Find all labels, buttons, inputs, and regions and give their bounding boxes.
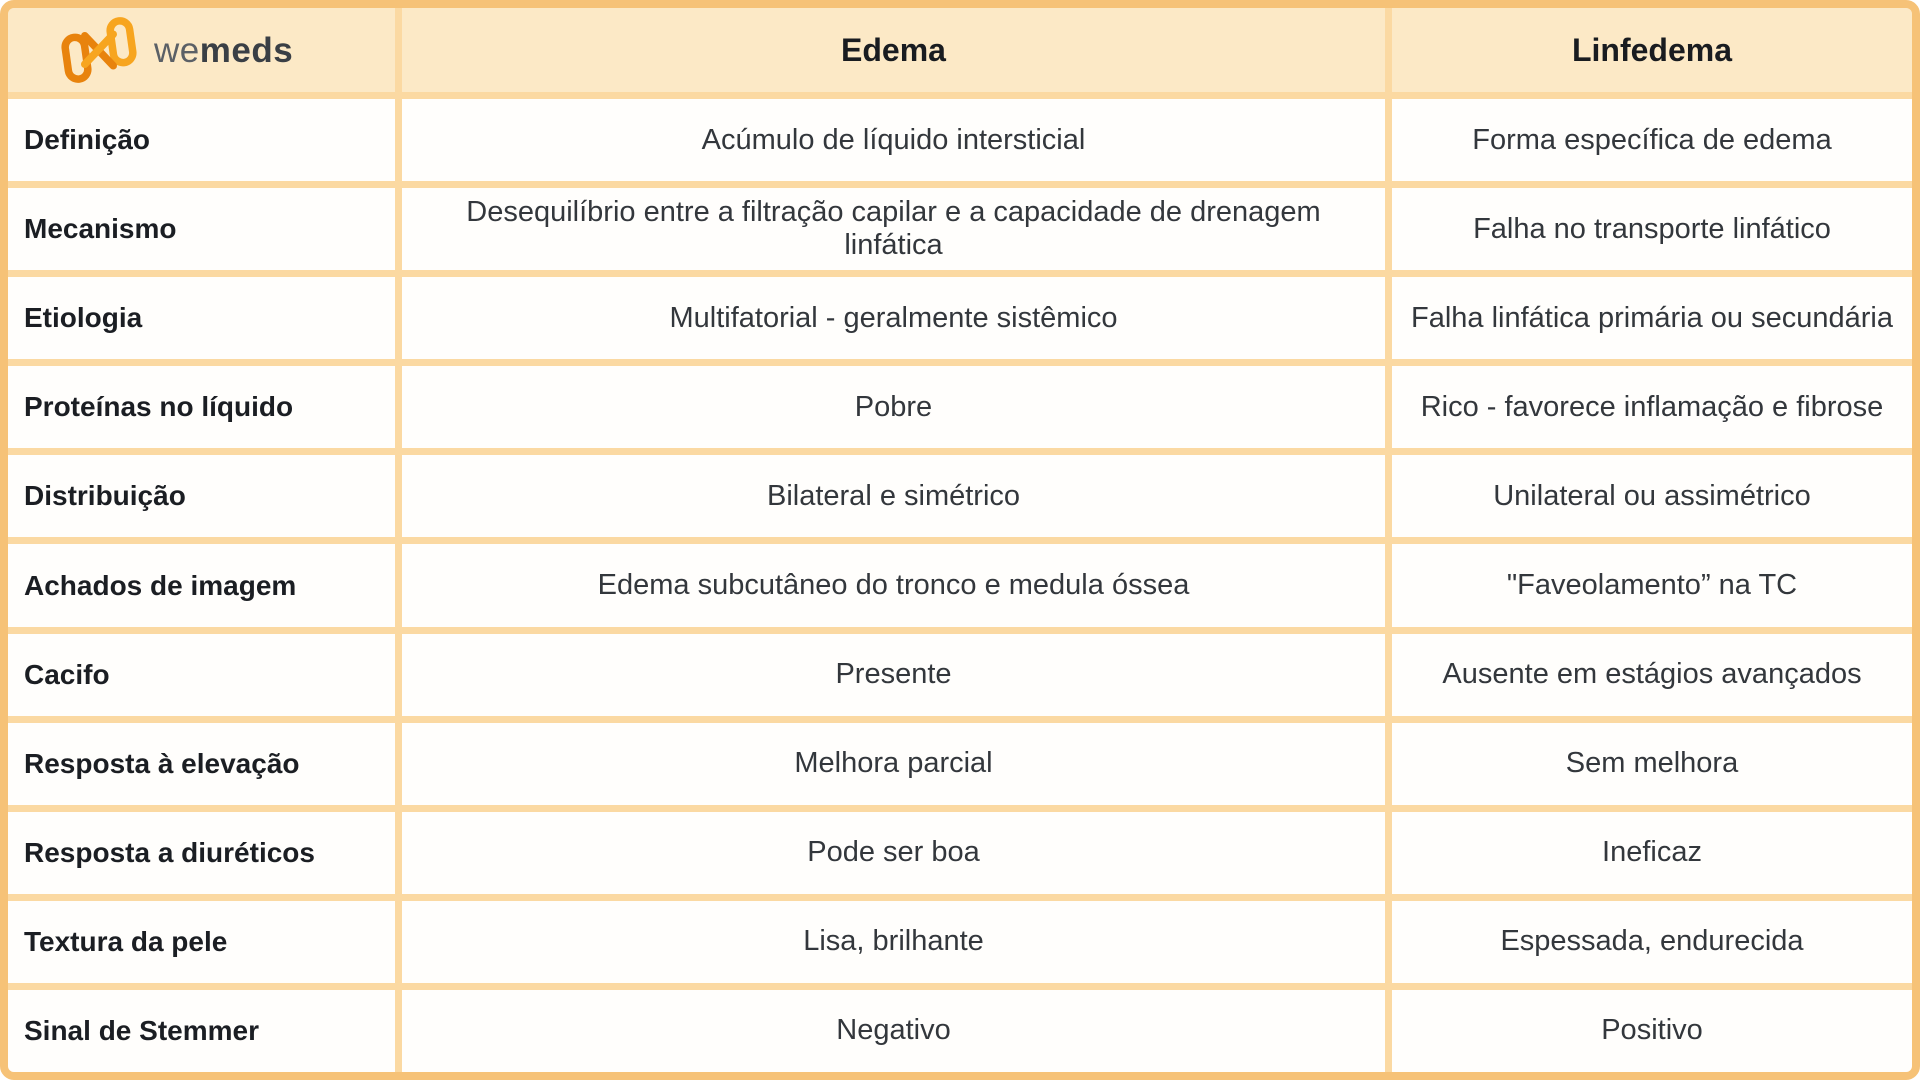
edema-value: Edema subcutâneo do tronco e medula óssea [402,544,1385,626]
edema-value: Pobre [402,366,1385,448]
edema-value: Lisa, brilhante [402,901,1385,983]
wemeds-logo-icon [60,17,138,83]
row-label: Textura da pele [8,901,395,983]
row-label: Distribuição [8,455,395,537]
linfedema-value: "Faveolamento” na TC [1392,544,1912,626]
edema-value: Multifatorial - geralmente sistêmico [402,277,1385,359]
row-label: Definição [8,99,395,181]
table-row [8,901,1912,983]
linfedema-value: Positivo [1392,990,1912,1072]
edema-value: Bilateral e simétrico [402,455,1385,537]
linfedema-value: Ausente em estágios avançados [1392,634,1912,716]
column-header-edema: Edema [402,8,1385,92]
table-row [8,188,1912,270]
table-row [8,723,1912,805]
brand-wordmark-we: we [154,30,200,70]
table-row [8,812,1912,894]
linfedema-value: Rico - favorece inflamação e fibrose [1392,366,1912,448]
row-label: Sinal de Stemmer [8,990,395,1072]
row-label: Resposta a diuréticos [8,812,395,894]
linfedema-value: Ineficaz [1392,812,1912,894]
linfedema-value: Unilateral ou assimétrico [1392,455,1912,537]
table-row [8,455,1912,537]
table-row [8,366,1912,448]
row-label: Proteínas no líquido [8,366,395,448]
table-row [8,277,1912,359]
edema-value: Negativo [402,990,1385,1072]
row-label: Resposta à elevação [8,723,395,805]
row-label: Achados de imagem [8,544,395,626]
edema-value: Melhora parcial [402,723,1385,805]
edema-value: Desequilíbrio entre a filtração capilar e a capacidade de drenagem linfática [402,188,1385,270]
table-row [8,544,1912,626]
table-header-row [8,8,1912,92]
linfedema-value: Sem melhora [1392,723,1912,805]
edema-value: Presente [402,634,1385,716]
table-row [8,990,1912,1072]
linfedema-value: Falha no transporte linfático [1392,188,1912,270]
linfedema-value: Falha linfática primária ou secundária [1392,277,1912,359]
edema-value: Pode ser boa [402,812,1385,894]
row-label: Mecanismo [8,188,395,270]
brand-wordmark-meds: meds [199,30,294,70]
brand [8,8,395,92]
row-label: Etiologia [8,277,395,359]
edema-value: Acúmulo de líquido intersticial [402,99,1385,181]
table-row [8,99,1912,181]
column-header-linfedema: Linfedema [1392,8,1912,92]
linfedema-value: Espessada, endurecida [1392,901,1912,983]
linfedema-value: Forma específica de edema [1392,99,1912,181]
table-row [8,634,1912,716]
brand-wordmark [154,30,294,70]
row-label: Cacifo [8,634,395,716]
